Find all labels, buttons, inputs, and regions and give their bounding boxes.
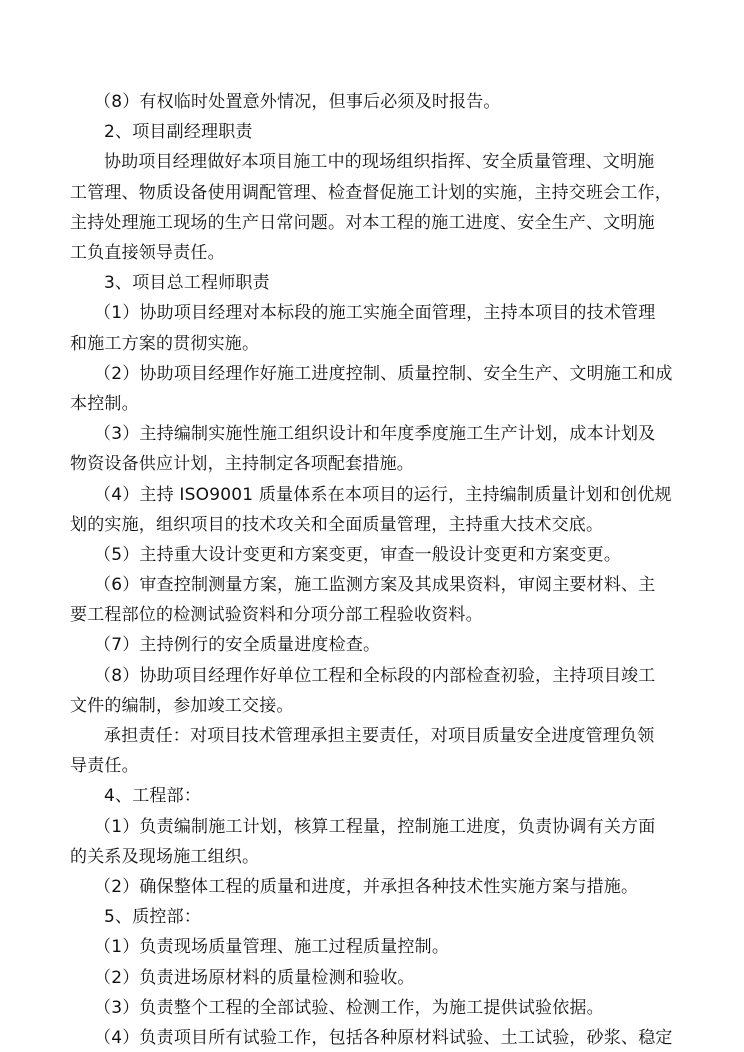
section-heading: 3、项目总工程师职责 [104, 273, 270, 293]
text-line: 的关系及现场施工组织。 [70, 847, 260, 867]
text-line: 导责任。 [70, 756, 139, 776]
text-line: （1）负责编制施工计划，核算工程量，控制施工进度，负责协调有关方面 [94, 817, 656, 837]
text-line: （4）主持 ISO9001 质量体系在本项目的运行，主持编制质量计划和创优规 [94, 485, 672, 505]
section-heading: 2、项目副经理职责 [104, 122, 253, 142]
section-heading: 5、质控部： [104, 907, 202, 927]
text-line: （1）协助项目经理对本标段的施工实施全面管理，主持本项目的技术管理 [94, 303, 656, 323]
text-line: 主持处理施工现场的生产日常问题。对本工程的施工进度、安全生产、文明施 [70, 213, 655, 233]
text-line: 协助项目经理做好本项目施工中的现场组织指挥、安全质量管理、文明施 [104, 152, 655, 172]
text-line: 承担责任：对项目技术管理承担主要责任，对项目质量安全进度管理负领 [104, 726, 655, 746]
text-line: 划的实施，组织项目的技术攻关和全面质量管理，主持重大技术交底。 [70, 515, 604, 535]
text-line: （2）协助项目经理作好施工进度控制、质量控制、安全生产、文明施工和成 [94, 364, 673, 384]
section-heading: 4、工程部： [104, 786, 202, 806]
text-line: （7）主持例行的安全质量进度检查。 [94, 635, 381, 655]
text-line: （1）负责现场质量管理、施工过程质量控制。 [94, 937, 450, 957]
text-line: 工管理、物质设备使用调配管理、检查督促施工计划的实施，主持交班会工作， [70, 183, 672, 203]
text-line: （5）主持重大设计变更和方案变更，审查一般设计变更和方案变更。 [94, 545, 622, 565]
text-line: （6）审查控制测量方案，施工监测方案及其成果资料，审阅主要材料、主 [94, 575, 656, 595]
text-line: （2）确保整体工程的质量和进度，并承担各种技术性实施方案与措施。 [94, 877, 639, 897]
text-line: 工负直接领导责任。 [70, 243, 225, 263]
text-line: 物资设备供应计划，主持制定各项配套措施。 [70, 454, 414, 474]
text-line: （8）有权临时处置意外情况，但事后必须及时报告。 [94, 92, 501, 112]
text-line: 要工程部位的检测试验资料和分项分部工程验收资料。 [70, 605, 483, 625]
text-line: （2）负责进场原材料的质量检测和验收。 [94, 968, 415, 988]
text-line: （3）主持编制实施性施工组织设计和年度季度施工生产计划，成本计划及 [94, 424, 656, 444]
text-line: 文件的编制，参加竣工交接。 [70, 696, 294, 716]
text-line: （3）负责整个工程的全部试验、检测工作，为施工提供试验依据。 [94, 998, 604, 1018]
text-line: （4）负责项目所有试验工作，包括各种原材料试验、土工试验，砂浆、稳定 [94, 1028, 673, 1048]
text-line: （8）协助项目经理作好单位工程和全标段的内部检查初验，主持项目竣工 [94, 666, 656, 686]
text-line: 本控制。 [70, 394, 139, 414]
text-line: 和施工方案的贯彻实施。 [70, 334, 260, 354]
